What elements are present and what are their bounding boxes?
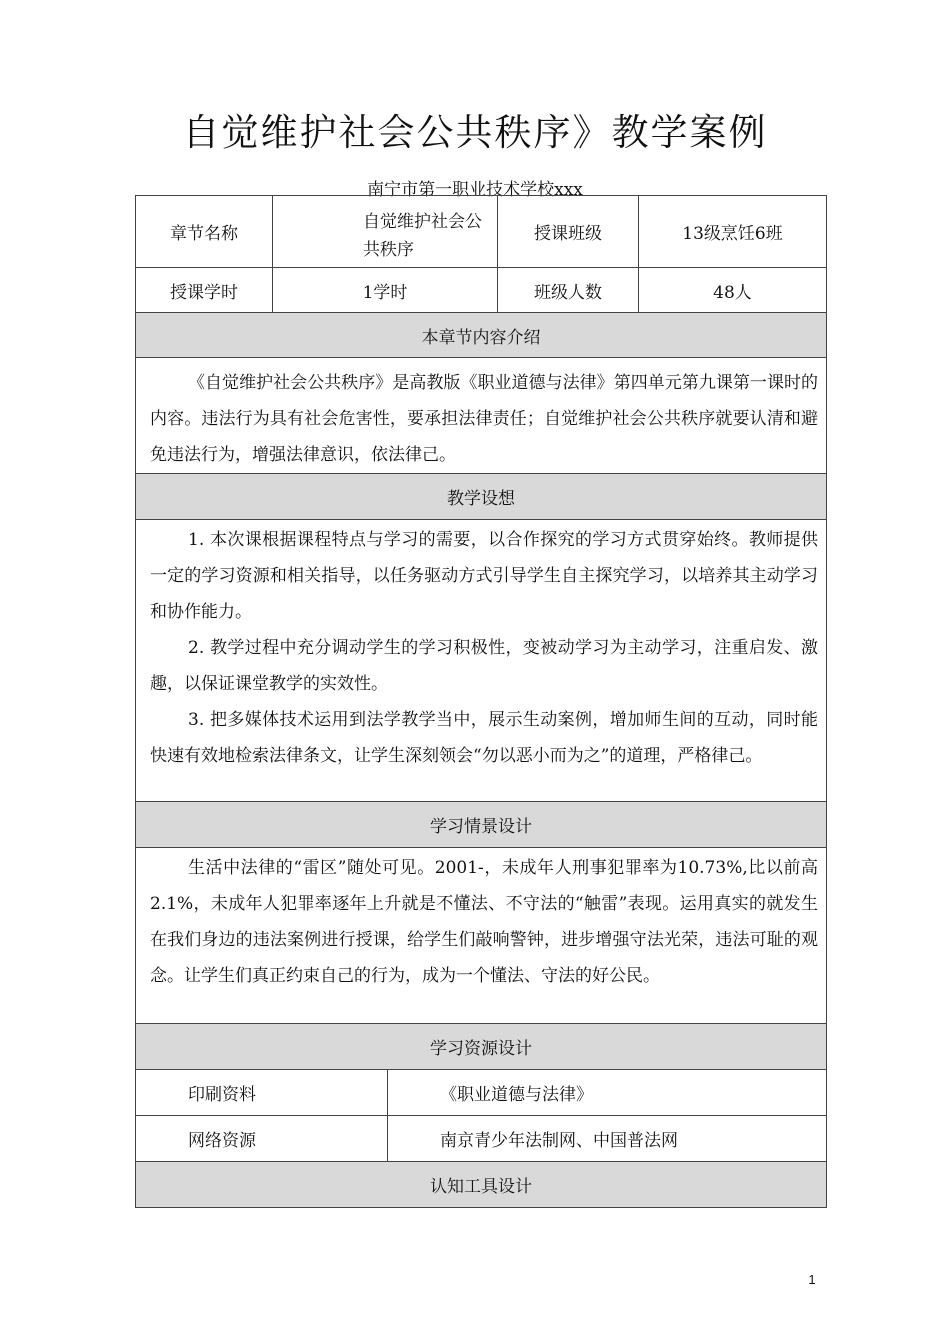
table-row — [136, 802, 827, 848]
count-value: 48人 — [639, 268, 827, 313]
intro-text: 《自觉维护社会公共秩序》是高教版《职业道德与法律》第四单元第九课第一课时的内容。违法行为具有社会危害性，要承担法律责任；自觉维护社会公共秩序就要认清和避免违法行为，增强法律意识，依法律己。 — [150, 373, 818, 465]
scene-section-body — [136, 848, 827, 1024]
design-point-2: 2. 教学过程中充分调动学生的学习积极性，变被动学习为主动学习，注重启发、激趣，以保证课堂教学的实效性。 — [150, 638, 818, 694]
web-value: 南京青少年法制网、中国普法网 — [388, 1116, 827, 1162]
hours-label: 授课学时 — [136, 268, 273, 313]
print-value: 《职业道德与法律》 — [388, 1070, 827, 1116]
table-row — [136, 196, 827, 268]
design-point-1: 1. 本次课根据课程特点与学习的需要，以合作探究的学习方式贯穿始终。教师提供一定的学习资源和相关指导，以任务驱动方式引导学生自主探究学习，以培养其主动学习和协作能力。 — [150, 530, 818, 622]
chapter-value: 自觉维护社会公共秩序 — [273, 196, 498, 268]
table-row — [136, 520, 827, 802]
table-row — [136, 358, 827, 474]
resource-section-header: 学习资源设计 — [136, 1024, 827, 1070]
scene-text: 生活中法律的“雷区”随处可见。2001-，未成年人刑事犯罪率为10.73%,比以前高2.1%，未成年人犯罪率逐年上升就是不懂法、不守法的“触雷”表现。运用真实的就发生在我们身边的违法案例进行授课，给学生们敲响警钟，进步增强守法光荣，违法可耻的观念。让学生们真正约束自己的行为，成为一个懂法、守法的好公民。 — [150, 858, 818, 986]
table-row — [136, 1070, 827, 1116]
design-section-header: 教学设想 — [136, 474, 827, 520]
design-section-body — [136, 520, 827, 802]
table-row — [136, 313, 827, 358]
count-label: 班级人数 — [498, 268, 639, 313]
print-label: 印刷资料 — [136, 1070, 388, 1116]
class-label: 授课班级 — [498, 196, 639, 268]
table-row — [136, 268, 827, 313]
hours-value: 1学时 — [273, 268, 498, 313]
table-row — [136, 474, 827, 520]
lesson-table — [135, 195, 827, 1208]
page-number: 1 — [808, 1272, 816, 1287]
tool-section-header: 认知工具设计 — [136, 1162, 827, 1208]
intro-section-body — [136, 358, 827, 474]
scene-section-header: 学习情景设计 — [136, 802, 827, 848]
class-value: 13级烹饪6班 — [639, 196, 827, 268]
document-title: 自觉维护社会公共秩序》教学案例 — [182, 111, 768, 154]
document-subtitle: 南宁市第一职业技术学校xxx — [367, 180, 583, 200]
table-row — [136, 1024, 827, 1070]
table-row — [136, 1162, 827, 1208]
table-row — [136, 1116, 827, 1162]
chapter-label: 章节名称 — [136, 196, 273, 268]
design-point-3: 3. 把多媒体技术运用到法学教学当中，展示生动案例，增加师生间的互动，同时能快速有效地检索法律条文，让学生深刻领会“勿以恶小而为之”的道理，严格律己。 — [150, 710, 818, 766]
table-row — [136, 848, 827, 1024]
web-label: 网络资源 — [136, 1116, 388, 1162]
intro-section-header: 本章节内容介绍 — [136, 313, 827, 358]
